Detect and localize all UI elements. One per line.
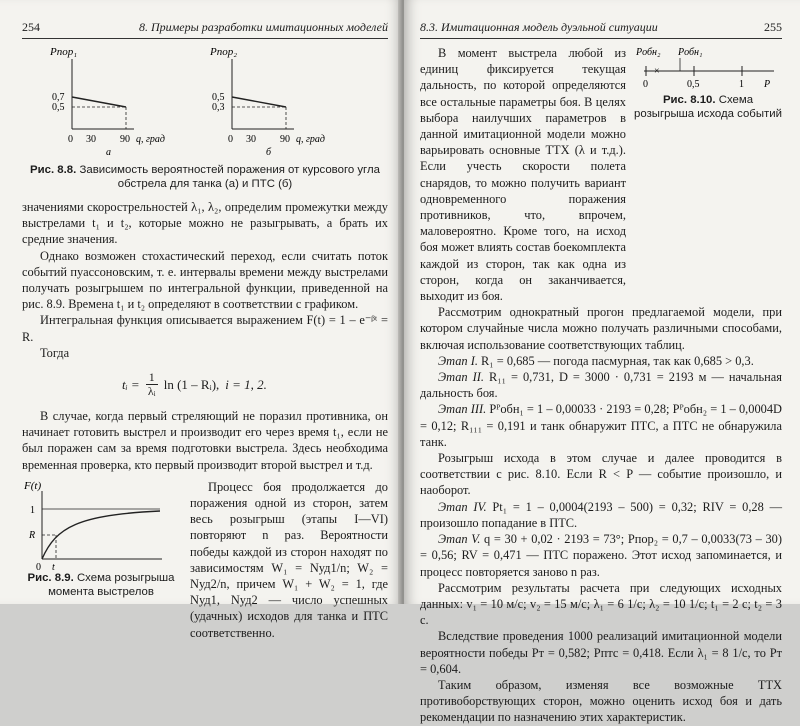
figure-8-9 xyxy=(22,479,180,641)
panel-a-ytick-1: 0,7 xyxy=(52,92,65,103)
figure-8-8-caption-label: Рис. 8.8. xyxy=(30,164,77,176)
panel-b-xunit: q, град xyxy=(296,134,325,145)
panel-b-ytick-1: 0,5 xyxy=(212,92,225,103)
right-paragraph-5: Вследствие проведения 1000 реализаций имитационной модели вероятности победы Pт = 0,582; Pптс = 0,418. Если λ₁ = 8 1/с, то Pт = 0,604. xyxy=(420,629,782,676)
panel-a-xtick-2: 30 xyxy=(86,134,96,145)
panel-b-xtick-2: 30 xyxy=(246,134,256,145)
formula-rest: ln (1 – Rᵢ), xyxy=(163,376,220,392)
stage-2-text: R₁₁ = 0,731, D = 3000 · 0,731 = 2193 м — начальная дальность боя. xyxy=(420,370,782,401)
panel-a-xtick-1: 0 xyxy=(68,134,73,145)
formula-lhs: tᵢ = xyxy=(122,376,140,392)
left-page xyxy=(0,0,402,640)
fig89-yR: R xyxy=(29,529,36,541)
right-running-head xyxy=(420,20,782,39)
fig89-curve xyxy=(42,511,160,559)
figure-8-8 xyxy=(46,45,388,157)
left-paragraph-5: В случае, когда первый стреляющий не поразил противника, он начинает готовить выстрел и производит его через время t₁, если не был поражен сам за время подготовки выстрела. Здесь необходима временная проверка, кто первый производит второй выстрел и т.д. xyxy=(22,409,388,472)
fig810-tick-1-label: 1 xyxy=(739,79,744,90)
stage-1 xyxy=(420,353,782,369)
stage-5-text: q = 30 + 0,02 · 2193 = 73°; Pпор₂ = 0,7 – 0,0033(73 – 30) = 0,56; RV = 0,471 — ПТС поражено. Этот исход запоминается, и процесс повторяется заново n раз. xyxy=(420,532,782,579)
panel-b-ytick-2: 0,3 xyxy=(212,102,225,113)
fig810-tick-0-label: 0 xyxy=(643,79,648,90)
stage-4-text: Pt₁ = 1 – 0,0004(2193 – 500) = 0,32; RIV = 0,28 — произошло попадание в ПТС. xyxy=(420,499,782,530)
formula-fraction xyxy=(146,371,158,398)
right-running-head-title: 8.3. Имитационная модель дуэльной ситуации xyxy=(420,20,658,34)
right-paragraph-4: Рассмотрим результаты расчета при следующих исходных данных: v₁ = 10 м/с; v₂ = 15 м/с; λ₁ = 6 1/с; λ₂ = 10 1/с; t₁ = 2 с; t₂ = 3 с. xyxy=(420,580,782,628)
figure-8-10-caption-label: Рис. 8.10. xyxy=(662,94,716,106)
panel-a-curve xyxy=(72,97,126,107)
left-running-head-title: 8. Примеры разработки имитационных моделей xyxy=(138,20,388,34)
left-paragraph-3: Интегральная функция описывается выражением F(t) = 1 – e⁻ᵝᵗ = R. xyxy=(22,313,388,344)
left-paragraph-4: Тогда xyxy=(40,345,70,360)
stage-2 xyxy=(420,369,782,401)
right-page-number: 255 xyxy=(764,20,782,34)
figure-8-9-caption-label: Рис. 8.9. xyxy=(27,571,74,584)
left-page-number: 254 xyxy=(22,20,40,34)
fig810-label-a: Pобн₂ xyxy=(636,47,661,58)
fig810-tick-05-label: 0,5 xyxy=(687,79,700,90)
figure-8-9-caption-text: Схема розыгрыша момента выстрелов xyxy=(48,571,175,598)
formula-ti xyxy=(122,371,388,398)
figure-8-10 xyxy=(634,45,782,304)
fig810-mark-a: × xyxy=(654,66,660,77)
stage-4 xyxy=(420,499,782,531)
right-paragraph-2: Рассмотрим однократный прогон предлагаемой модели, при котором случайные числа можно получать различными способами, включая использование соответствующих таблиц. xyxy=(420,305,782,352)
stage-1-text: R₁ = 0,685 — погода пасмурная, так как 0,685 > 0,3. xyxy=(481,353,754,368)
right-paragraph-3: Розыгрыш исхода в этом случае и далее проводится в соответствии с рис. 8.10. Если R < P — событие произошло, и наоборот. xyxy=(420,451,782,498)
formula-numerator: 1 xyxy=(146,371,158,385)
figure-8-9-block xyxy=(22,479,388,641)
right-page xyxy=(404,0,800,725)
formula-denominator: λᵢ xyxy=(147,384,156,399)
figure-8-10-block xyxy=(420,45,782,304)
left-paragraph-1: значениями скорострельностей λ₁, λ₂, определим промежутки между выстрелами t₁ и t₂, которые можно не разыгрывать, а брать их средние значения. xyxy=(22,200,388,247)
left-paragraph-6: Процесс боя продолжается до поражения одной из сторон, затем весь розыгрыш (этапы I—VI) повторяют n раз. Вероятности победы каждой из сторон находят по зависимостям W₁ = Nуд1/n; W₂ = Nуд2/n, причем W₁ + W₂ = 1, где Nуд1, Nуд2 — число успешных (удачных) исходов для танка и ПТС соответственно. xyxy=(190,479,388,640)
stage-3-label: Этап III. xyxy=(438,402,487,417)
panel-a-xtick-3: 90 xyxy=(120,134,130,145)
stage-3 xyxy=(420,401,782,450)
fig89-y1: 1 xyxy=(30,504,35,516)
stage-2-label: Этап II. xyxy=(438,370,484,385)
stage-4-label: Этап IV. xyxy=(438,499,487,514)
panel-a-xunit: q, град xyxy=(136,134,165,145)
right-paragraph-6: Таким образом, изменяя все возможные ТТХ противоборствующих сторон, можно оценить исход боя и дать рекомендации по назначению этих характеристик. xyxy=(420,677,782,725)
panel-a-sub: а xyxy=(106,147,111,158)
fig810-axis-label: P xyxy=(764,79,771,90)
formula-index: i = 1, 2. xyxy=(225,376,267,392)
right-paragraph-1: В момент выстрела любой из единиц фиксируется текущая дальность, по которой определяются все остальные параметры боя. В целях выбора наилучших параметров в данной имитационной модели можно варьировать основные ТТХ (λ и т.д.). Если учесть скорости полета снарядов, то можно получить вариант одновременного поражения противников, что, впрочем, маловероятно. Кроме того, на исход боя может влиять состав боекомплекта каждой из сторон, так как одна из сторон, когда он заканчивается, выходит из боя. xyxy=(420,46,626,304)
panel-a-ylabel: Pпор₁ xyxy=(50,46,78,58)
figure-8-9-caption xyxy=(22,571,180,599)
figure-8-8-panel-b xyxy=(206,45,336,157)
left-paragraph-2: Однако возможен стохастический переход, если считать поток событий пуассоновским, т. е. интервалы времени между выстрелами получать розыгрышем по интегральной функции, приведенной на рис. 8.9. Времена t₁ и t₂ определяют в соответствии с графиком. xyxy=(22,248,388,312)
fig89-x0: 0 xyxy=(36,561,41,573)
panel-b-ylabel: Pпор₂ xyxy=(210,46,238,58)
figure-8-8-caption-text: Зависимость вероятностей поражения от курсового угла обстрела для танка (а) и ПТС (б) xyxy=(79,164,380,190)
figure-8-10-caption xyxy=(634,93,782,121)
panel-b-sub: б xyxy=(266,147,272,158)
stage-5-label: Этап V. xyxy=(438,532,481,547)
panel-a-ytick-2: 0,5 xyxy=(52,102,65,113)
panel-b-curve xyxy=(232,97,286,107)
panel-b-xtick-1: 0 xyxy=(228,134,233,145)
fig89-xt: t xyxy=(52,561,55,573)
figure-8-10-caption-text: Схема розыгрыша исхода событий xyxy=(634,94,782,120)
left-running-head xyxy=(22,20,388,39)
fig810-label-b: Pобн₁ xyxy=(678,47,703,58)
stage-1-label: Этап I. xyxy=(438,353,478,368)
stage-5 xyxy=(420,531,782,580)
figure-8-8-panel-a xyxy=(46,45,176,157)
fig89-ylabel: F(t) xyxy=(24,479,42,492)
figure-8-8-caption xyxy=(22,163,388,191)
panel-b-xtick-3: 90 xyxy=(280,134,290,145)
stage-3-text: Pᴾобн₁ = 1 – 0,00033 · 2193 = 0,28; Pᴾобн₂ = 1 – 0,0004D = 0,12; R₁₁₁ = 0,191 и танк обнаружит ПТС, а ПТС не обнаружила танк. xyxy=(420,402,782,449)
